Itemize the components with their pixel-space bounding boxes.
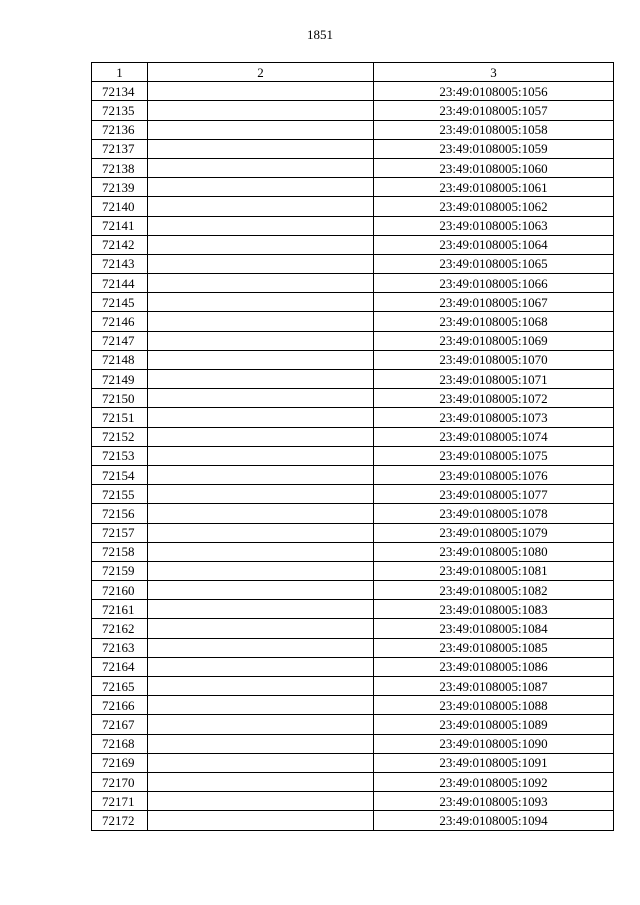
table-row — [92, 178, 614, 197]
row-number-cell: 72169 — [92, 753, 148, 772]
column-header-2: 2 — [148, 63, 374, 82]
row-name-cell — [148, 657, 374, 676]
row-cadastral-number-cell: 23:49:0108005:1074 — [374, 427, 614, 446]
row-cadastral-number-cell: 23:49:0108005:1068 — [374, 312, 614, 331]
row-number-cell: 72154 — [92, 465, 148, 484]
row-number-cell: 72149 — [92, 370, 148, 389]
row-number-cell: 72163 — [92, 638, 148, 657]
row-name-cell — [148, 696, 374, 715]
row-number-cell: 72144 — [92, 274, 148, 293]
column-header-1: 1 — [92, 63, 148, 82]
row-number-cell: 72138 — [92, 158, 148, 177]
row-number-cell: 72143 — [92, 254, 148, 273]
row-cadastral-number-cell: 23:49:0108005:1093 — [374, 792, 614, 811]
table-row — [92, 792, 614, 811]
row-name-cell — [148, 523, 374, 542]
row-name-cell — [148, 389, 374, 408]
row-cadastral-number-cell: 23:49:0108005:1080 — [374, 542, 614, 561]
row-name-cell — [148, 581, 374, 600]
row-cadastral-number-cell: 23:49:0108005:1086 — [374, 657, 614, 676]
row-name-cell — [148, 638, 374, 657]
table-row — [92, 542, 614, 561]
row-cadastral-number-cell: 23:49:0108005:1076 — [374, 465, 614, 484]
row-name-cell — [148, 772, 374, 791]
table-row — [92, 408, 614, 427]
table-row — [92, 811, 614, 830]
row-name-cell — [148, 753, 374, 772]
row-cadastral-number-cell: 23:49:0108005:1075 — [374, 446, 614, 465]
row-name-cell — [148, 101, 374, 120]
row-number-cell: 72152 — [92, 427, 148, 446]
row-number-cell: 72167 — [92, 715, 148, 734]
row-number-cell: 72153 — [92, 446, 148, 465]
row-cadastral-number-cell: 23:49:0108005:1069 — [374, 331, 614, 350]
row-number-cell: 72162 — [92, 619, 148, 638]
table-row — [92, 446, 614, 465]
table-row — [92, 427, 614, 446]
row-cadastral-number-cell: 23:49:0108005:1073 — [374, 408, 614, 427]
row-name-cell — [148, 792, 374, 811]
table-row — [92, 139, 614, 158]
row-number-cell: 72135 — [92, 101, 148, 120]
row-cadastral-number-cell: 23:49:0108005:1065 — [374, 254, 614, 273]
row-cadastral-number-cell: 23:49:0108005:1090 — [374, 734, 614, 753]
row-cadastral-number-cell: 23:49:0108005:1094 — [374, 811, 614, 830]
row-name-cell — [148, 120, 374, 139]
table-row — [92, 485, 614, 504]
table-row — [92, 254, 614, 273]
row-name-cell — [148, 408, 374, 427]
row-name-cell — [148, 216, 374, 235]
row-cadastral-number-cell: 23:49:0108005:1092 — [374, 772, 614, 791]
table-row — [92, 465, 614, 484]
table-row — [92, 216, 614, 235]
row-name-cell — [148, 370, 374, 389]
row-number-cell: 72170 — [92, 772, 148, 791]
row-cadastral-number-cell: 23:49:0108005:1071 — [374, 370, 614, 389]
row-cadastral-number-cell: 23:49:0108005:1083 — [374, 600, 614, 619]
row-cadastral-number-cell: 23:49:0108005:1072 — [374, 389, 614, 408]
table-row — [92, 600, 614, 619]
page-number: 1851 — [307, 27, 333, 42]
row-number-cell: 72146 — [92, 312, 148, 331]
row-name-cell — [148, 465, 374, 484]
row-name-cell — [148, 178, 374, 197]
row-cadastral-number-cell: 23:49:0108005:1067 — [374, 293, 614, 312]
row-number-cell: 72142 — [92, 235, 148, 254]
table-row — [92, 293, 614, 312]
table-header — [92, 63, 614, 82]
row-name-cell — [148, 561, 374, 580]
row-number-cell: 72155 — [92, 485, 148, 504]
row-cadastral-number-cell: 23:49:0108005:1062 — [374, 197, 614, 216]
row-cadastral-number-cell: 23:49:0108005:1057 — [374, 101, 614, 120]
row-cadastral-number-cell: 23:49:0108005:1088 — [374, 696, 614, 715]
row-number-cell: 72158 — [92, 542, 148, 561]
table-row — [92, 772, 614, 791]
row-name-cell — [148, 312, 374, 331]
table-row — [92, 581, 614, 600]
row-number-cell: 72160 — [92, 581, 148, 600]
table-row — [92, 657, 614, 676]
row-cadastral-number-cell: 23:49:0108005:1070 — [374, 350, 614, 369]
table-row — [92, 158, 614, 177]
table-row — [92, 197, 614, 216]
row-cadastral-number-cell: 23:49:0108005:1085 — [374, 638, 614, 657]
table-row — [92, 350, 614, 369]
row-number-cell: 72139 — [92, 178, 148, 197]
table-row — [92, 696, 614, 715]
table-row — [92, 504, 614, 523]
row-name-cell — [148, 715, 374, 734]
row-number-cell: 72165 — [92, 677, 148, 696]
row-cadastral-number-cell: 23:49:0108005:1084 — [374, 619, 614, 638]
table-row — [92, 561, 614, 580]
table-body — [92, 82, 614, 830]
row-number-cell: 72156 — [92, 504, 148, 523]
row-name-cell — [148, 811, 374, 830]
row-number-cell: 72145 — [92, 293, 148, 312]
table-row — [92, 715, 614, 734]
row-cadastral-number-cell: 23:49:0108005:1061 — [374, 178, 614, 197]
table-row — [92, 389, 614, 408]
row-number-cell: 72134 — [92, 82, 148, 101]
header-row — [92, 63, 614, 82]
row-name-cell — [148, 427, 374, 446]
row-cadastral-number-cell: 23:49:0108005:1059 — [374, 139, 614, 158]
row-cadastral-number-cell: 23:49:0108005:1081 — [374, 561, 614, 580]
row-number-cell: 72140 — [92, 197, 148, 216]
row-number-cell: 72171 — [92, 792, 148, 811]
row-number-cell: 72148 — [92, 350, 148, 369]
table-row — [92, 619, 614, 638]
row-name-cell — [148, 504, 374, 523]
row-cadastral-number-cell: 23:49:0108005:1063 — [374, 216, 614, 235]
row-name-cell — [148, 158, 374, 177]
row-number-cell: 72157 — [92, 523, 148, 542]
row-name-cell — [148, 235, 374, 254]
table-row — [92, 638, 614, 657]
row-number-cell: 72164 — [92, 657, 148, 676]
row-name-cell — [148, 82, 374, 101]
row-number-cell: 72161 — [92, 600, 148, 619]
table-row — [92, 734, 614, 753]
row-name-cell — [148, 254, 374, 273]
row-number-cell: 72151 — [92, 408, 148, 427]
row-name-cell — [148, 446, 374, 465]
row-cadastral-number-cell: 23:49:0108005:1078 — [374, 504, 614, 523]
row-name-cell — [148, 293, 374, 312]
register-table — [91, 62, 614, 831]
row-cadastral-number-cell: 23:49:0108005:1091 — [374, 753, 614, 772]
row-name-cell — [148, 677, 374, 696]
row-name-cell — [148, 734, 374, 753]
column-header-3: 3 — [374, 63, 614, 82]
table-row — [92, 523, 614, 542]
row-number-cell: 72168 — [92, 734, 148, 753]
row-number-cell: 72150 — [92, 389, 148, 408]
row-name-cell — [148, 350, 374, 369]
row-number-cell: 72159 — [92, 561, 148, 580]
row-name-cell — [148, 197, 374, 216]
row-name-cell — [148, 274, 374, 293]
table-row — [92, 677, 614, 696]
row-cadastral-number-cell: 23:49:0108005:1087 — [374, 677, 614, 696]
row-cadastral-number-cell: 23:49:0108005:1079 — [374, 523, 614, 542]
row-name-cell — [148, 485, 374, 504]
row-name-cell — [148, 139, 374, 158]
row-cadastral-number-cell: 23:49:0108005:1064 — [374, 235, 614, 254]
row-number-cell: 72136 — [92, 120, 148, 139]
row-name-cell — [148, 619, 374, 638]
table-row — [92, 370, 614, 389]
table-row — [92, 331, 614, 350]
row-cadastral-number-cell: 23:49:0108005:1066 — [374, 274, 614, 293]
row-name-cell — [148, 600, 374, 619]
table-row — [92, 312, 614, 331]
row-number-cell: 72137 — [92, 139, 148, 158]
row-cadastral-number-cell: 23:49:0108005:1060 — [374, 158, 614, 177]
row-name-cell — [148, 331, 374, 350]
row-cadastral-number-cell: 23:49:0108005:1082 — [374, 581, 614, 600]
table-row — [92, 235, 614, 254]
row-cadastral-number-cell: 23:49:0108005:1056 — [374, 82, 614, 101]
row-number-cell: 72141 — [92, 216, 148, 235]
table-row — [92, 101, 614, 120]
row-name-cell — [148, 542, 374, 561]
row-cadastral-number-cell: 23:49:0108005:1077 — [374, 485, 614, 504]
table-row — [92, 120, 614, 139]
row-number-cell: 72147 — [92, 331, 148, 350]
row-number-cell: 72172 — [92, 811, 148, 830]
row-number-cell: 72166 — [92, 696, 148, 715]
row-cadastral-number-cell: 23:49:0108005:1058 — [374, 120, 614, 139]
table-row — [92, 82, 614, 101]
table-row — [92, 753, 614, 772]
row-cadastral-number-cell: 23:49:0108005:1089 — [374, 715, 614, 734]
table-row — [92, 274, 614, 293]
